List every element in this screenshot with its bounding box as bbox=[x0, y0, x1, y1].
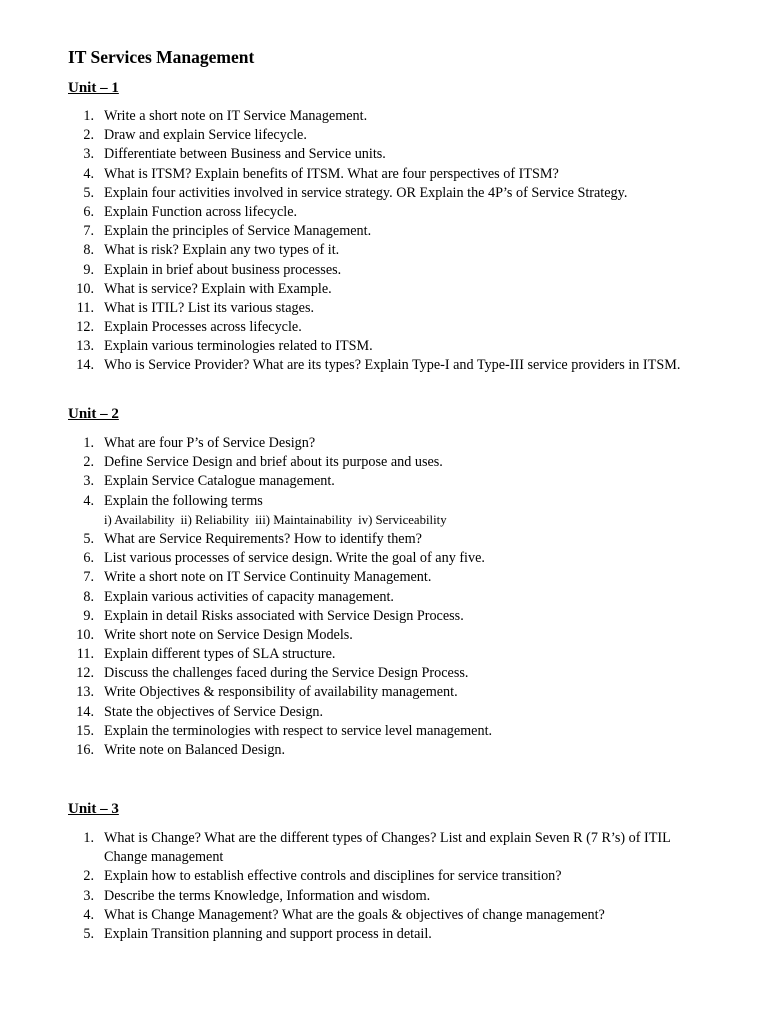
question-text: Explain various activities of capacity management. bbox=[104, 588, 394, 605]
question-number: 5. bbox=[83, 925, 94, 942]
question-number: 11. bbox=[76, 299, 94, 316]
question-item bbox=[0, 492, 453, 511]
question-text: Draw and explain Service lifecycle. bbox=[104, 127, 307, 144]
question-number: 7. bbox=[83, 569, 94, 586]
question-number: 6. bbox=[83, 203, 94, 220]
term-serviceability: iv) Serviceability bbox=[358, 512, 447, 527]
question-item bbox=[0, 472, 453, 491]
question-number: 15. bbox=[76, 722, 94, 739]
question-item bbox=[0, 645, 453, 664]
question-number: 3. bbox=[83, 887, 94, 904]
question-item bbox=[0, 549, 485, 568]
question-text: What is Change Management? What are the goals & objectives of change management? bbox=[104, 906, 605, 923]
question-number: 5. bbox=[83, 530, 94, 547]
question-text: Explain four activities involved in service strategy. OR Explain the 4P’s of Service Strategy. bbox=[104, 184, 628, 201]
question-text: Explain the following terms bbox=[104, 492, 263, 509]
question-item bbox=[0, 626, 453, 645]
question-text: State the objectives of Service Design. bbox=[104, 703, 324, 720]
question-text-line-2: Change management bbox=[104, 849, 224, 866]
question-text: Explain Function across lifecycle. bbox=[104, 203, 298, 220]
question-text: Explain in detail Risks associated with Service Design Process. bbox=[104, 607, 464, 624]
question-text: Explain how to establish effective controls and disciplines for service transition? bbox=[104, 868, 562, 885]
question-text: What is service? Explain with Example. bbox=[104, 280, 332, 297]
question-number: 1. bbox=[83, 108, 94, 124]
question-item bbox=[0, 453, 453, 472]
question-number: 1. bbox=[83, 830, 94, 846]
question-number: 2. bbox=[83, 454, 94, 471]
question-item bbox=[0, 434, 453, 453]
unit-1-heading: Unit – 1 bbox=[68, 80, 119, 96]
question-number: 14. bbox=[76, 357, 94, 374]
question-text: Define Service Design and brief about its purpose and uses. bbox=[104, 454, 443, 471]
question-item bbox=[0, 703, 453, 722]
question-number: 6. bbox=[83, 550, 94, 567]
question-number: 12. bbox=[76, 665, 94, 682]
question-number: 7. bbox=[83, 223, 94, 240]
question-text bbox=[104, 829, 671, 867]
question-number: 4. bbox=[83, 492, 94, 509]
question-text-line-1: What is Change? What are the different types of Changes? List and explain Seven R (7 R’s) of ITIL bbox=[104, 830, 671, 846]
question-text: Write a short note on IT Service Continuity Management. bbox=[104, 569, 432, 586]
term-reliability: ii) Reliability bbox=[180, 512, 250, 527]
question-number: 2. bbox=[83, 127, 94, 144]
question-text: Explain the principles of Service Management. bbox=[104, 223, 372, 240]
terms-line bbox=[0, 511, 453, 530]
unit-3-heading: Unit – 3 bbox=[68, 801, 119, 817]
question-number: 1. bbox=[83, 435, 94, 451]
question-text: What is ITIL? List its various stages. bbox=[104, 299, 315, 316]
question-text: Explain Processes across lifecycle. bbox=[104, 319, 302, 336]
question-number: 4. bbox=[83, 165, 94, 182]
question-number: 9. bbox=[83, 607, 94, 624]
question-text: Explain different types of SLA structure. bbox=[104, 646, 336, 663]
question-text: Explain in brief about business processes. bbox=[104, 261, 342, 278]
question-text: What are Service Requirements? How to identify them? bbox=[104, 530, 422, 547]
document-title: IT Services Management bbox=[68, 47, 255, 67]
question-number: 11. bbox=[76, 646, 94, 663]
question-text: Explain various terminologies related to ITSM. bbox=[104, 338, 373, 355]
question-text: Write Objectives & responsibility of availability management. bbox=[104, 684, 458, 701]
question-text: Discuss the challenges faced during the Service Design Process. bbox=[104, 665, 469, 682]
question-item bbox=[0, 683, 458, 702]
question-text: Describe the terms Knowledge, Information and wisdom. bbox=[104, 887, 431, 904]
question-item bbox=[0, 722, 493, 741]
question-number: 8. bbox=[83, 588, 94, 605]
question-number: 12. bbox=[76, 319, 94, 336]
question-item bbox=[0, 588, 453, 607]
question-text: Differentiate between Business and Service units. bbox=[104, 146, 386, 163]
question-number: 10. bbox=[76, 626, 94, 643]
question-text: Explain Service Catalogue management. bbox=[104, 473, 335, 490]
question-item bbox=[0, 664, 469, 683]
question-text: Who is Service Provider? What are its types? Explain Type-I and Type-III service providers in ITSM. bbox=[104, 357, 681, 374]
question-number: 5. bbox=[83, 184, 94, 201]
question-number: 14. bbox=[76, 703, 94, 720]
question-number: 9. bbox=[83, 261, 94, 278]
question-item bbox=[0, 568, 453, 587]
unit-2-question-list bbox=[0, 434, 493, 760]
question-number: 3. bbox=[83, 473, 94, 490]
question-text: Explain Transition planning and support process in detail. bbox=[104, 925, 432, 942]
question-text: Explain the terminologies with respect to service level management. bbox=[104, 722, 493, 739]
question-number: 13. bbox=[76, 338, 94, 355]
question-item bbox=[0, 530, 453, 549]
term-maintainability: iii) Maintainability bbox=[255, 512, 353, 527]
question-number: 4. bbox=[83, 906, 94, 923]
question-text: What is ITSM? Explain benefits of ITSM. What are four perspectives of ITSM? bbox=[104, 165, 559, 182]
question-text: Write note on Balanced Design. bbox=[104, 742, 286, 758]
question-text: What are four P’s of Service Design? bbox=[104, 435, 316, 451]
question-number: 13. bbox=[76, 684, 94, 701]
question-text: Write a short note on IT Service Management. bbox=[104, 108, 368, 124]
question-text: Write short note on Service Design Models. bbox=[104, 626, 353, 643]
question-item bbox=[0, 741, 453, 760]
question-number: 2. bbox=[83, 868, 94, 885]
question-number: 16. bbox=[76, 742, 94, 758]
question-number: 3. bbox=[83, 146, 94, 163]
question-number: 8. bbox=[83, 242, 94, 259]
unit-2-heading: Unit – 2 bbox=[68, 406, 119, 422]
term-availability: i) Availability bbox=[104, 512, 175, 527]
question-text: List various processes of service design. Write the goal of any five. bbox=[104, 550, 485, 567]
question-item bbox=[0, 607, 464, 626]
question-number: 10. bbox=[76, 280, 94, 297]
question-text: What is risk? Explain any two types of it. bbox=[104, 242, 340, 259]
